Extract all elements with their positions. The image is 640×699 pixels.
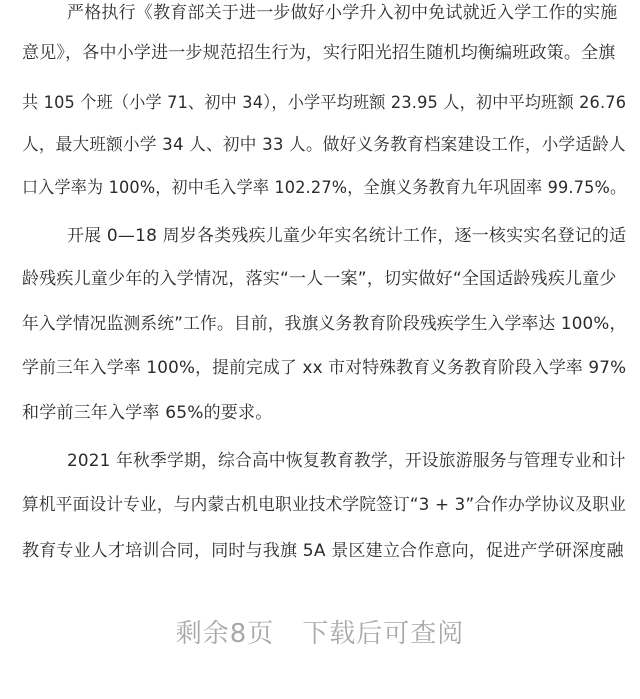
paragraph-2-line-1: 开展 0—18 周岁各类残疾儿童少年实名统计工作，逐一核实实名登记的适 [67,226,627,246]
paragraph-1-line-1: 严格执行《教育部关于进一步做好小学升入初中免试就近入学工作的实施 [67,3,618,23]
paragraph-1-line-4: 人，最大班额小学 34 人、初中 33 人。做好义务教育档案建设工作，小学适龄人 [22,135,626,155]
paragraph-1-line-2: 意见》，各中小学进一步规范招生行为，实行阳光招生随机均衡编班政策。全旗 [22,43,616,63]
paragraph-2-line-2: 龄残疾儿童少年的入学情况，落实“一人一案”，切实做好“全国适龄残疾儿童少 [22,269,617,289]
remaining-pages-label: 剩余8页 [175,619,275,649]
paragraph-2-line-4: 学前三年入学率 100%，提前完成了 xx 市对特殊教育义务教育阶段入学率 97% [22,358,627,378]
paragraph-3-line-2: 算机平面设计专业，与内蒙古机电职业技术学院签订“3 + 3”合作办学协议及职业 [22,495,627,515]
paragraph-2-line-3: 年入学情况监测系统”工作。目前，我旗义务教育阶段残疾学生入学率达 100%， [22,314,627,334]
download-to-view-label: 下载后可查阅 [302,619,465,649]
paragraph-2-line-5: 和学前三年入学率 65%的要求。 [22,403,273,423]
paragraph-3-line-3: 教育专业人才培训合同，同时与我旗 5A 景区建立合作意向，促进产学研深度融 [22,541,624,561]
paragraph-1-line-5: 口入学率为 100%，初中毛入学率 102.27%，全旗义务教育九年巩固率 99.75%。 [22,178,627,198]
paragraph-3-line-1: 2021 年秋季学期，综合高中恢复教育教学，开设旅游服务与管理专业和计 [67,451,626,471]
download-prompt-banner[interactable] [0,614,640,654]
paragraph-1-line-3: 共 105 个班（小学 71、初中 34），小学平均班额 23.95 人，初中平均班额 26.76 [22,93,627,113]
